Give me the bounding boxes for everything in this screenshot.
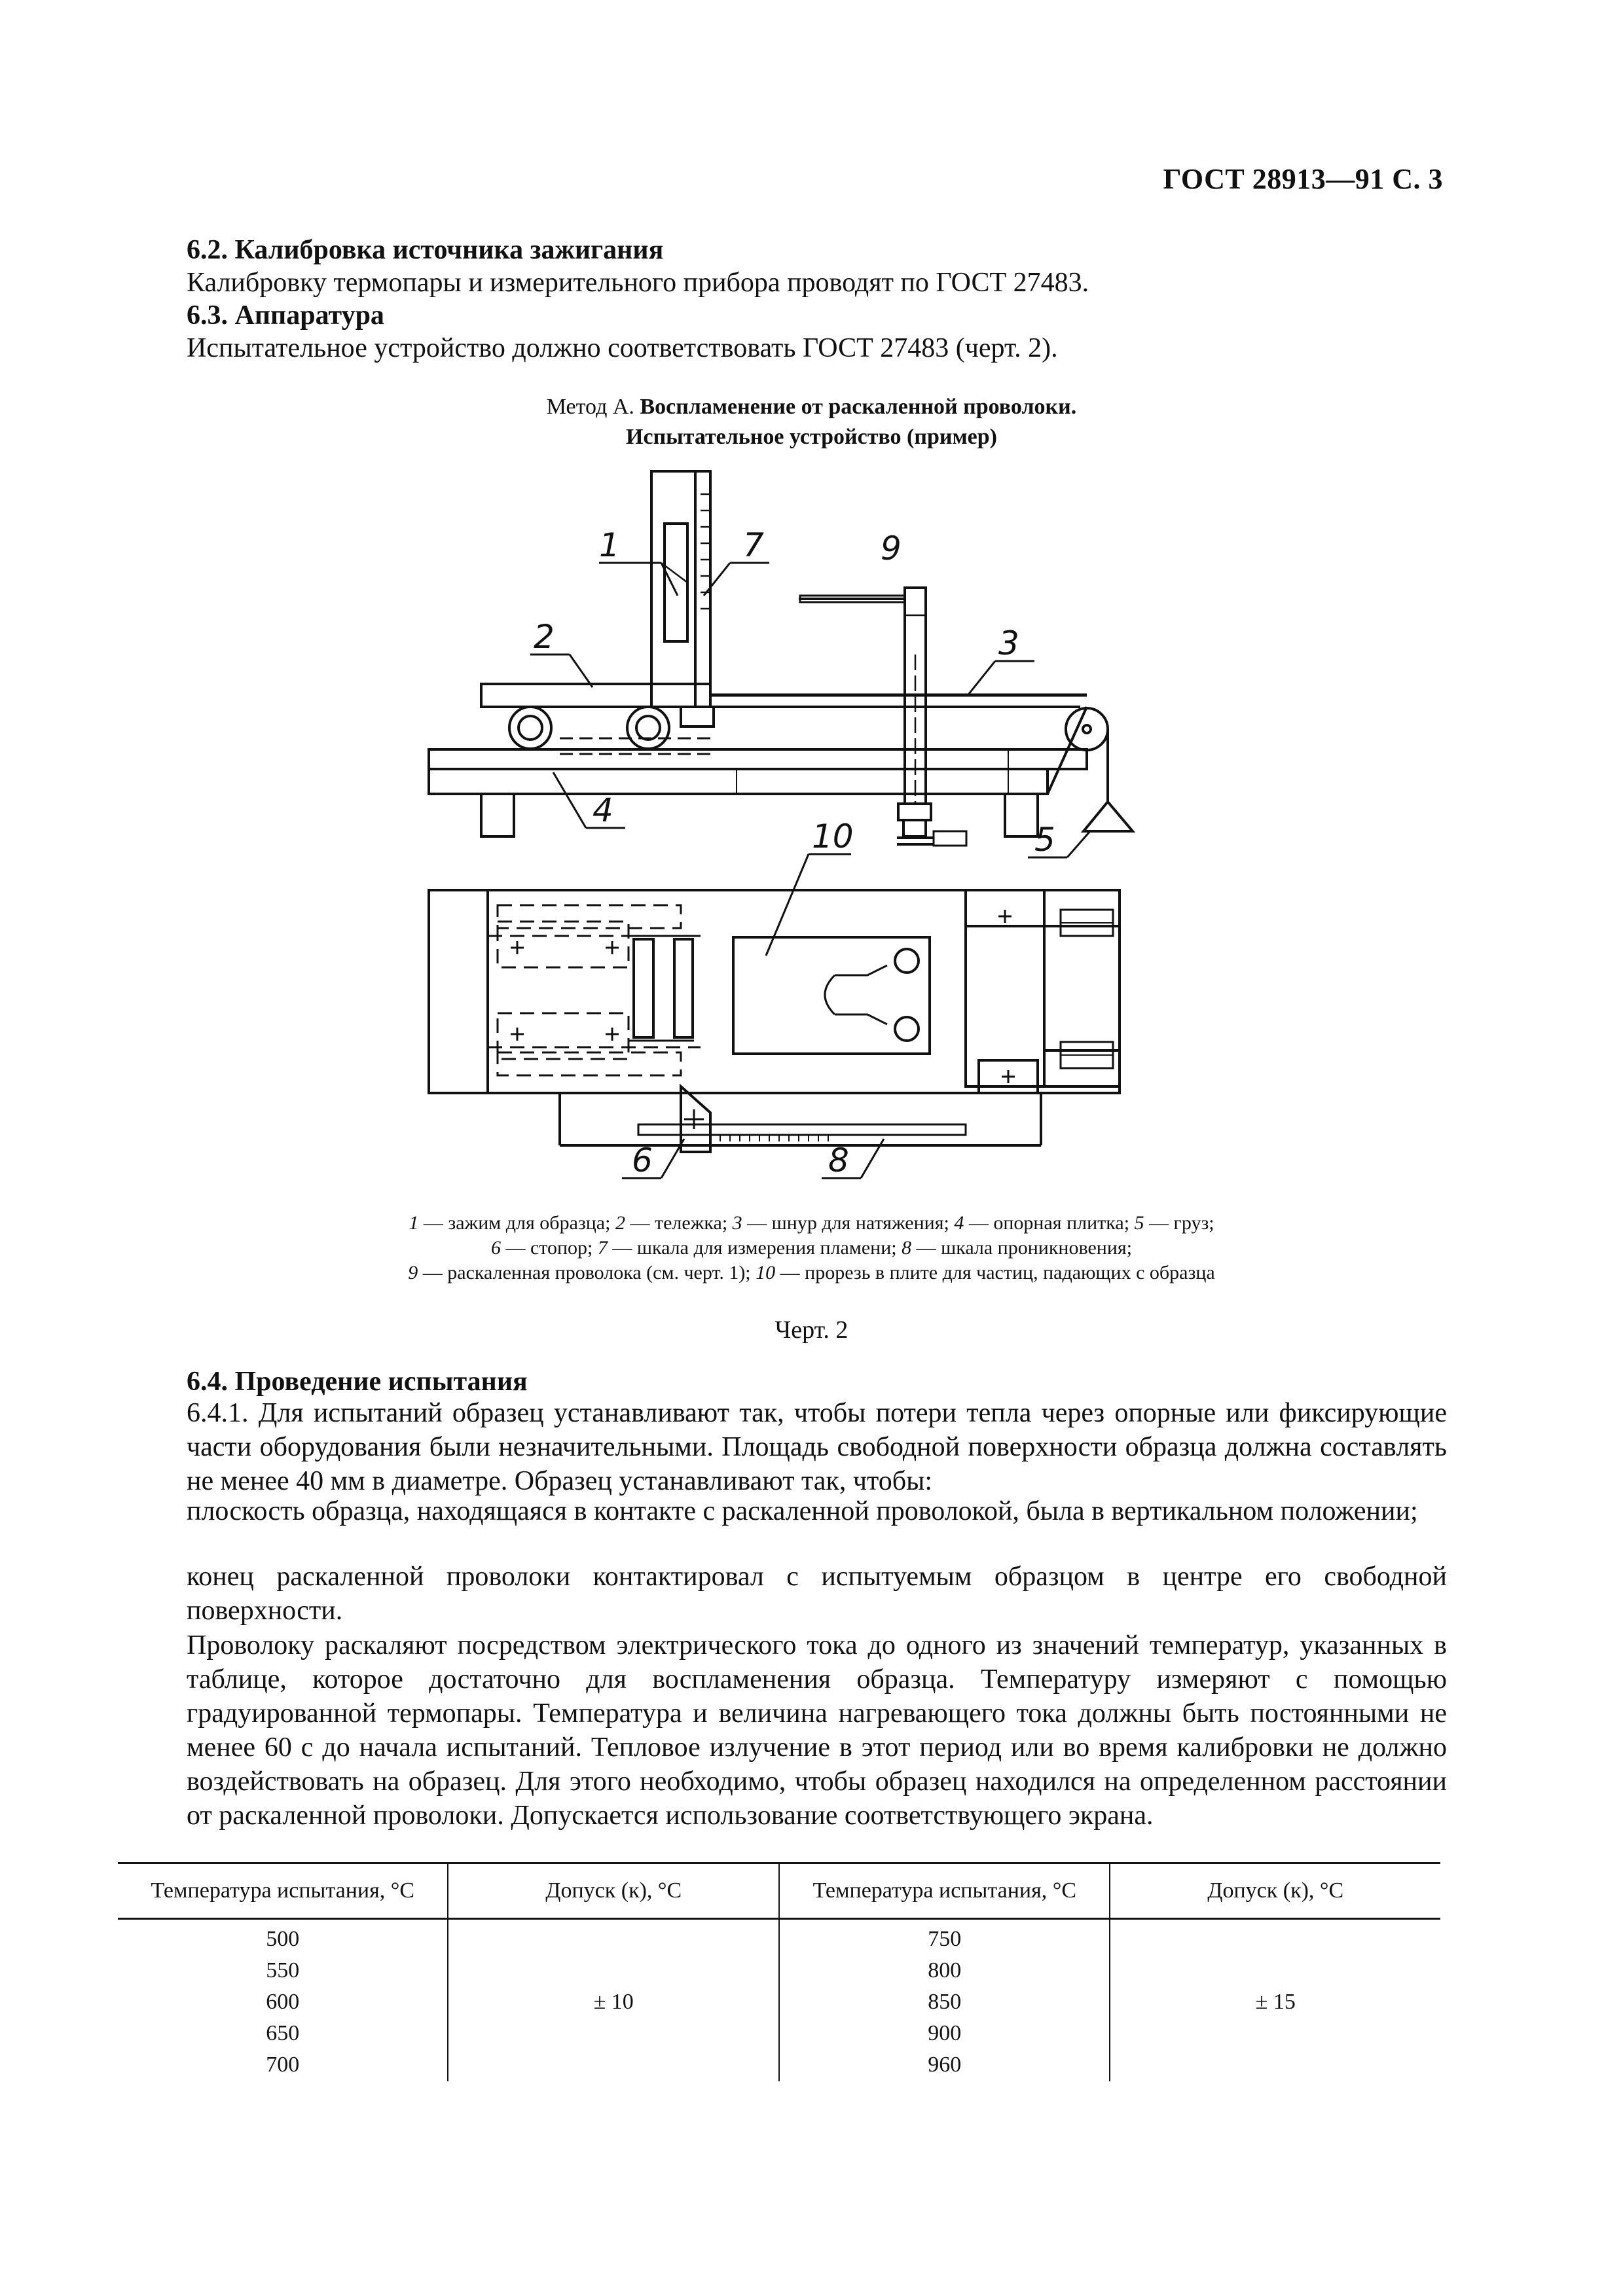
- side-view: [429, 471, 1133, 846]
- legend-line-1: 1 — зажим для образца; 2 — тележка; 3 — шнур для натяжения; 4 — опорная плитка; 5 — груз;: [409, 1212, 1214, 1234]
- top-view: [429, 890, 1120, 1152]
- section-6-4-p3: конец раскаленной проволоки контактировал с испытуемым образцом в центре его свободной поверхности.: [187, 1562, 1447, 1626]
- table-header: Допуск (к), °С: [448, 1863, 779, 1919]
- section-6-4-p4: Проволоку раскаляют посредством электрического тока до одного из значений температур, указанных в таблице, которое достаточно для воспламенения образца. Температуру измеряют с помощью градуированной термопары. Температура и величина нагревающего тока должны быть постоянными не менее 60 с до начала испытаний. Тепловое излучение в этот период или во время калибровки не должно воздействовать на образец. Для этого необходимо, чтобы образец находился на определенном расстоянии от раскаленной проволоки. Допускается использование соответствующего экрана.: [187, 1630, 1447, 1831]
- right-tolerance: ± 15: [1110, 1919, 1440, 2082]
- label-5: 5: [1034, 821, 1055, 859]
- table-header: Температура испытания, °С: [118, 1863, 448, 1919]
- label-7: 7: [743, 526, 764, 564]
- section-6-2-title: 6.2. Калибровка источника зажигания: [187, 235, 664, 265]
- figure-legend: [0, 1211, 1623, 1285]
- label-1: 1: [599, 526, 620, 564]
- section-6-2-text: Калибровку термопары и измерительного прибора проводят по ГОСТ 27483.: [187, 268, 1089, 298]
- label-2: 2: [534, 618, 555, 656]
- figure-method: Метод А.: [546, 395, 640, 419]
- label-6: 6: [632, 1141, 653, 1179]
- temperature-table: [118, 1862, 1440, 2081]
- table-header: Температура испытания, °С: [779, 1863, 1110, 1919]
- section-6-4-title: 6.4. Проведение испытания: [187, 1367, 528, 1397]
- legend-line-2: 6 — стопор; 7 — шкала для измерения пламени; 8 — шкала проникновения;: [490, 1237, 1133, 1259]
- legend-line-3: 9 — раскаленная проволока (см. черт. 1); 10 — прорезь в плите для частиц, падающих с образца: [408, 1262, 1215, 1283]
- section-6-3-title: 6.3. Аппаратура: [187, 300, 384, 331]
- table-header: Допуск (к), °С: [1110, 1863, 1440, 1919]
- label-8: 8: [828, 1141, 849, 1179]
- figure-title: [0, 393, 1623, 422]
- section-6-3-text: Испытательное устройство должно соответствовать ГОСТ 27483 (черт. 2).: [187, 333, 1058, 363]
- section-6-4-p1: 6.4.1. Для испытаний образец устанавливают так, чтобы потери тепла через опорные или фиксирующие части оборудования были незначительными. Площадь свободной поверхности образца должна составлять не менее 40 мм в диаметре. Образец устанавливают так, чтобы:: [187, 1398, 1447, 1496]
- figure-subtitle: Испытательное устройство (пример): [626, 425, 997, 449]
- left-temps: 500 550 600 650 700: [266, 1927, 300, 2077]
- table-row: [118, 1919, 1440, 2082]
- apparatus-drawing: [0, 458, 1623, 1204]
- label-4: 4: [593, 791, 613, 829]
- figure-title-bold: Воспламенение от раскаленной проволоки.: [640, 395, 1077, 419]
- right-temps: 750 800 850 900 960: [779, 1919, 1110, 2082]
- label-9: 9: [881, 529, 902, 567]
- left-tolerance: ± 10: [448, 1919, 779, 2082]
- label-10: 10: [812, 817, 854, 855]
- section-6-4-p2: плоскость образца, находящаяся в контакте с раскаленной проволокой, была в вертикальном положении;: [187, 1496, 1418, 1526]
- label-3: 3: [998, 624, 1019, 662]
- figure-caption: Черт. 2: [775, 1316, 848, 1344]
- page-header: ГОСТ 28913—91 С. 3: [1163, 163, 1443, 195]
